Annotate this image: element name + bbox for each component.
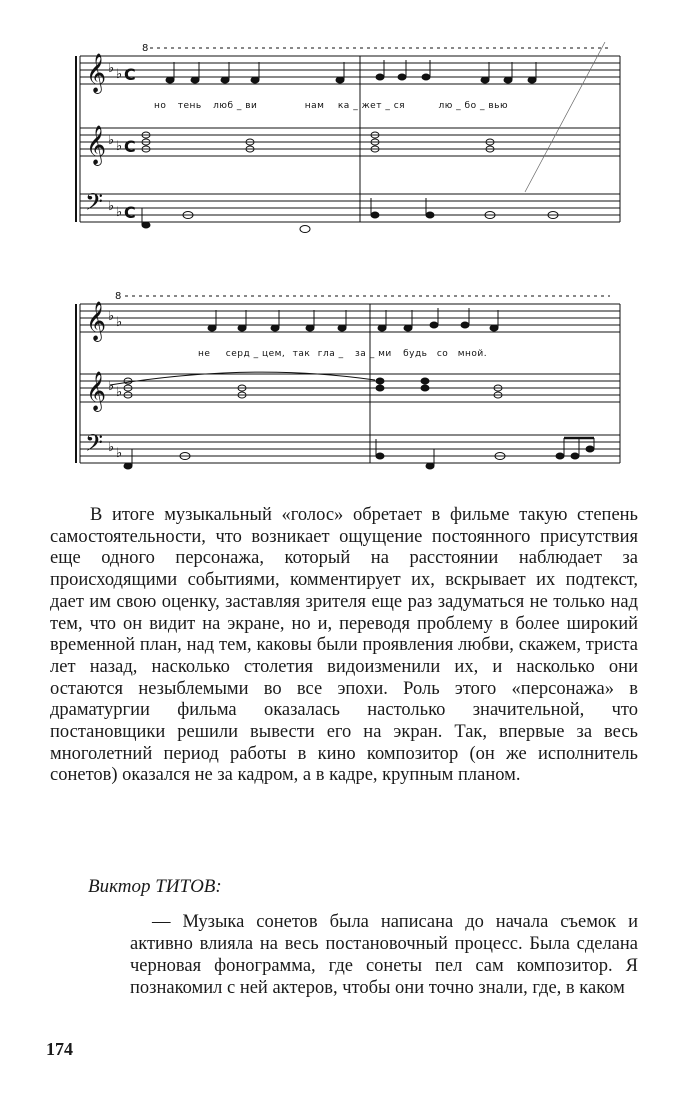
svg-text:𝄞: 𝄞 (86, 53, 107, 93)
staff-notation-1 (70, 42, 626, 242)
svg-text:♭: ♭ (116, 315, 123, 330)
svg-text:C: C (124, 137, 136, 156)
svg-text:♭: ♭ (108, 199, 115, 214)
staff-notation-2 (70, 290, 626, 480)
svg-text:𝄢: 𝄢 (85, 429, 104, 462)
svg-text:𝄢: 𝄢 (85, 188, 104, 221)
svg-text:♭: ♭ (116, 385, 123, 400)
svg-text:не серд _ це: не серд _ цем, так гла _ за _ ми будь со мной. (198, 349, 488, 359)
svg-text:♭: ♭ (108, 379, 115, 394)
svg-text:♭: ♭ (116, 67, 123, 82)
author-heading: Виктор ТИТОВ: (88, 876, 222, 897)
svg-text:♭: ♭ (108, 61, 115, 76)
music-score-system-1 (70, 42, 626, 242)
quote-text: — Музыка сонетов была написана до начала съемок и активно влияла на весь постановочный процесс. Была сделана черновая фонограмма, где сонеты пел сам композитор. Я познакомил с ней актеров, чтобы они точно знали, где, в каком (130, 912, 638, 998)
main-paragraph (50, 505, 638, 787)
svg-text:𝄞: 𝄞 (86, 125, 107, 165)
svg-text:♭: ♭ (108, 309, 115, 324)
svg-text:♭: ♭ (116, 205, 123, 220)
svg-text:♭: ♭ (108, 440, 115, 455)
svg-text:♭: ♭ (116, 446, 123, 461)
octave-mark: 8 (142, 43, 149, 54)
paragraph-text: В итоге музыкальный «голос» обретает в фильме такую степень самостоятельности, что возникает ощущение постоянного присутствия еще одного персонажа, который на расстоянии наблюдает за происходящими событиями, комментирует их, вскрывает их подтекст, дает им свою оценку, заставляя зрителя еще раз задуматься не только над тем, что он видит на экране, но и, переводя проблему в более широкий временной план, над тем, каковы были проявления любви, скажем, триста лет назад, насколько столетия видоизменили их, и насколько они остаются незыблемыми во все эпохи. Роль этого «персонажа» в драматургии фильма оказалась настолько значительной, что постановщики решили вывести его на экран. Так, впервые за весь многолетний период работы в кино композитор (он же исполнитель сонетов) оказался не за кадром, а в кадре, крупным планом. (50, 505, 638, 786)
svg-text:♭: ♭ (116, 139, 123, 154)
music-score-system-2 (70, 290, 626, 480)
quote-block (130, 911, 638, 999)
svg-text:C: C (124, 65, 136, 84)
page-number: 174 (46, 1039, 73, 1059)
octave-mark: 8 (115, 291, 122, 302)
svg-text:C: C (124, 203, 136, 222)
svg-text:♭: ♭ (108, 133, 115, 148)
svg-text:но тень люб: но тень люб _ ви нам ка _ жет _ ся лю _ бо _ вью (154, 101, 509, 111)
svg-text:𝄞: 𝄞 (86, 371, 107, 411)
svg-text:𝄞: 𝄞 (86, 301, 107, 341)
